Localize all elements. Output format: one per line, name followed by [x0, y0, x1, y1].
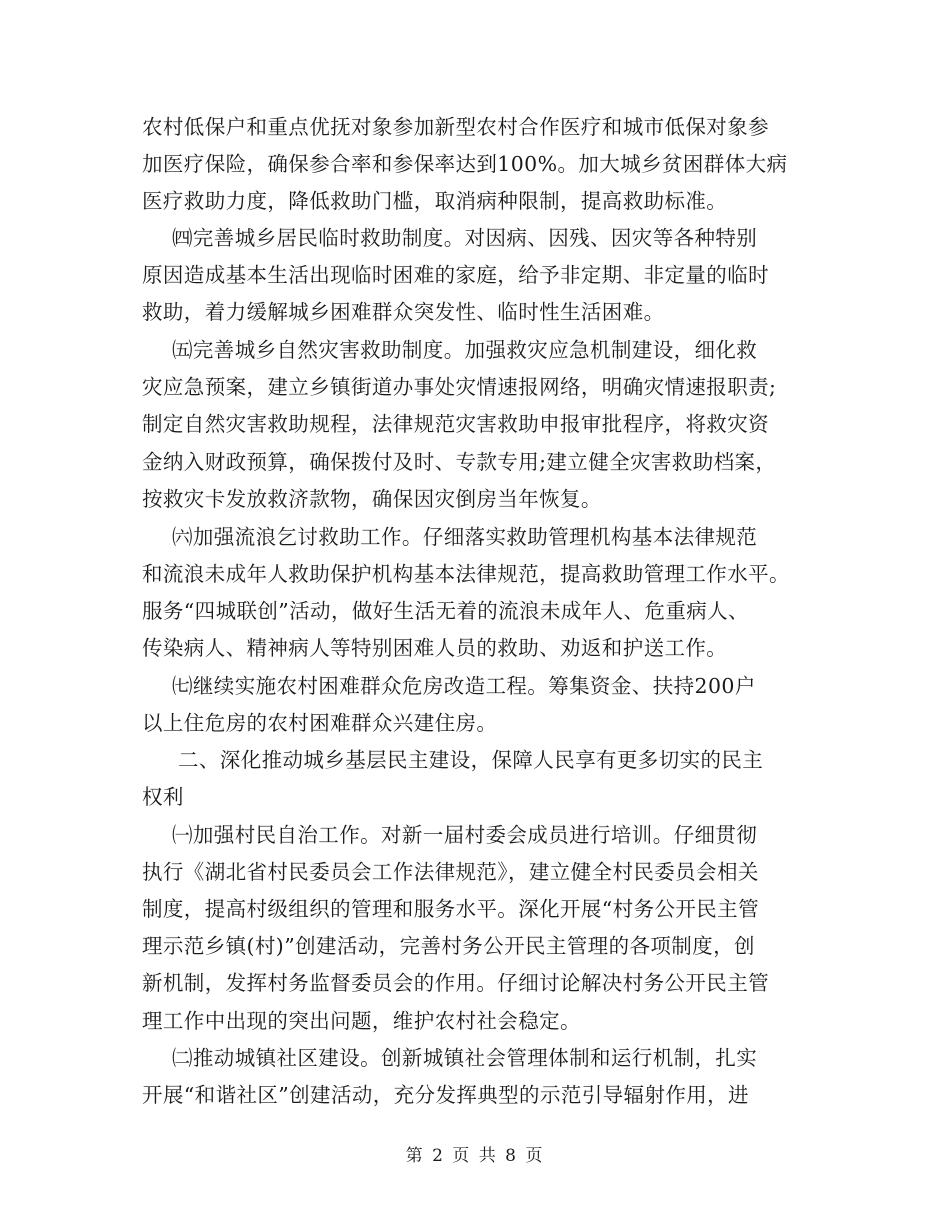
section-heading-continuation: 权利	[142, 785, 184, 809]
text-line: 制度，提高村级组织的管理和服务水平。深化开展“村务公开民主管	[142, 897, 759, 921]
text-line: 制定自然灾害救助规程，法律规范灾害救助申报审批程序，将救灾资	[142, 412, 769, 436]
text-line: 和流浪未成年人救助保护机构基本法律规范，提高救助管理工作水平。	[142, 562, 790, 586]
text-line: ㈠加强村民自治工作。对新一届村委会成员进行培训。仔细贯彻	[172, 823, 758, 847]
text-line: 以上住危房的农村困难群众兴建住房。	[142, 711, 498, 735]
text-line: ㈤完善城乡自然灾害救助制度。加强救灾应急机制建设，细化救	[172, 338, 758, 362]
text-line: ㈦继续实施农村困难群众危房改造工程。筹集资金、扶持200户	[172, 674, 756, 698]
text-line: 服务“四城联创”活动，做好生活无着的流浪未成年人、危重病人、	[142, 599, 749, 623]
text-line: 原因造成基本生活出现临时困难的家庭，给予非定期、非定量的临时	[142, 263, 769, 287]
text-line: 理工作中出现的突出问题，维护农村社会稳定。	[142, 1009, 581, 1033]
text-line: 加医疗保险，确保参合率和参保率达到100%。加大城乡贫困群体大病	[142, 152, 788, 176]
text-line: 医疗救助力度，降低救助门槛，取消病种限制，提高救助标准。	[142, 189, 728, 213]
page-number-footer: 第 2 页 共 8 页	[405, 1146, 545, 1166]
text-line: 开展“和谐社区”创建活动，充分发挥典型的示范引导辐射作用，进	[142, 1083, 749, 1107]
text-line: 金纳入财政预算，确保拨付及时、专款专用;建立健全灾害救助档案，	[142, 450, 777, 474]
text-line: 按救灾卡发放救济款物，确保因灾倒房当年恢复。	[142, 487, 602, 511]
text-line: 执行《湖北省村民委员会工作法律规范》，建立健全村民委员会相关	[142, 860, 759, 884]
text-line: 救助，着力缓解城乡困难群众突发性、临时性生活困难。	[142, 300, 665, 324]
text-line: 农村低保户和重点优抚对象参加新型农村合作医疗和城市低保对象参	[142, 115, 769, 139]
text-line: ㈥加强流浪乞讨救助工作。仔细落实救助管理机构基本法律规范	[172, 525, 758, 549]
text-line: ㈣完善城乡居民临时救助制度。对因病、因残、因灾等各种特别	[172, 226, 758, 250]
section-heading: 二、深化推动城乡基层民主建设，保障人民享有更多切实的民主	[178, 748, 764, 772]
text-line: 理示范乡镇(村)”创建活动，完善村务公开民主管理的各项制度，创	[142, 934, 755, 958]
text-line: 新机制，发挥村务监督委员会的作用。仔细讨论解决村务公开民主管	[142, 971, 769, 995]
text-line: 灾应急预案，建立乡镇街道办事处灾情速报网络，明确灾情速报职责;	[142, 375, 777, 399]
text-line: 传染病人、精神病人等特别困难人员的救助、劝返和护送工作。	[142, 636, 728, 660]
text-line: ㈡推动城镇社区建设。创新城镇社会管理体制和运行机制，扎实	[172, 1046, 758, 1070]
